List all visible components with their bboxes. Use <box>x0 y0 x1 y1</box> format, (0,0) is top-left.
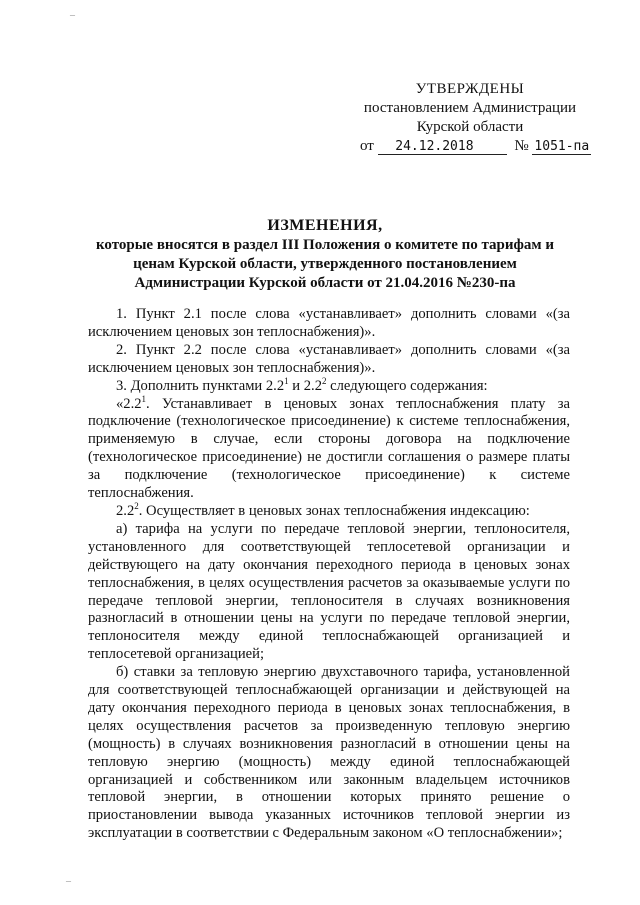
paragraph-3: 3. Дополнить пунктами $2.2^1$ и $2.2^2$ следующего содержания: <box>116 375 488 394</box>
approval-number: 1051-па <box>534 139 590 154</box>
subtitle-line-1: которые вносятся в раздел III Положения о комитете по тарифам и <box>95 237 555 253</box>
approval-date: 24.12.2018 <box>378 139 507 155</box>
approval-line-1: постановлением Администрации <box>363 100 577 116</box>
approval-heading: УТВЕРЖДЕНЫ <box>415 81 525 97</box>
paragraph-5: $2.2^2$. Осуществляет в ценовых зонах теплоснабжения индексацию: <box>116 501 530 519</box>
subtitle-line-3: Администрации Курской области от 21.04.2016 №230-па <box>134 275 516 291</box>
paragraph-2: 2. Пункт 2.2 после слова «устанавливает» дополнить словами «(за исключением ценовых зон теплоснабжения)». <box>88 341 570 376</box>
approval-line-2: Курской области <box>416 119 524 135</box>
subtitle-line-2: ценам Курской области, утвержденного постановлением <box>133 256 517 272</box>
scan-mark-top: – <box>70 10 75 21</box>
paragraph-1: 1. Пункт 2.1 после слова «устанавливает» дополнить словами «(за исключением ценовых зон теплоснабжения)». <box>88 306 570 340</box>
date-prefix: от <box>360 138 374 154</box>
number-prefix: № <box>514 138 529 154</box>
paragraph-7: б) ставки за тепловую энергию двухставочного тарифа, установленной для соответствующей теплоснабжающей организации и действующей на дату окончания переходного периода в ценовых зонах теплоснабжения, в целях осуществления расчетов за произведенную тепловую энергию (мощность) в случаях возникновения разногласий в отношении цены на тепловую энергию (мощность) между единой теплоснабжающей организацией и собственником или законным владельцем источников тепловой энергии, в отношении которых принято решение о приостановлении вывода указанных источников тепловой энергии из эксплуатации в соответствии с Федеральным законом «О теплоснабжении»; <box>88 664 570 842</box>
scan-mark-bottom: – <box>66 876 71 887</box>
paragraph-6: а) тарифа на услуги по передаче тепловой энергии, теплоносителя, установленного для соответствующей теплосетевой организации и действующего на дату окончания переходного периода в ценовых зонах теплоснабжения, в целях осуществления расчетов за оказываемые услуги по передаче тепловой энергии, теплоносителя в случаях возникновения разногласий в отношении цены на услуги по передаче тепловой энергии, теплоносителя между единой теплоснабжающей организацией и теплосетевой организацией; <box>88 520 570 663</box>
title-block <box>90 216 560 293</box>
approval-block <box>360 80 590 156</box>
document-body <box>88 306 570 843</box>
paragraph-4: «$2.2^1$. Устанавливает в ценовых зонах теплоснабжения плату за подключение (технологическое присоединение) к системе теплоснабжения, применяемую в случае, если стороны договора на подключение (технологическое присоединение) не достигли соглашения о размере платы за подключение (технологическое присоединение) к системе теплоснабжения. <box>88 393 570 502</box>
document-title: ИЗМЕНЕНИЯ, <box>267 217 383 234</box>
approval-date-row <box>360 137 590 156</box>
